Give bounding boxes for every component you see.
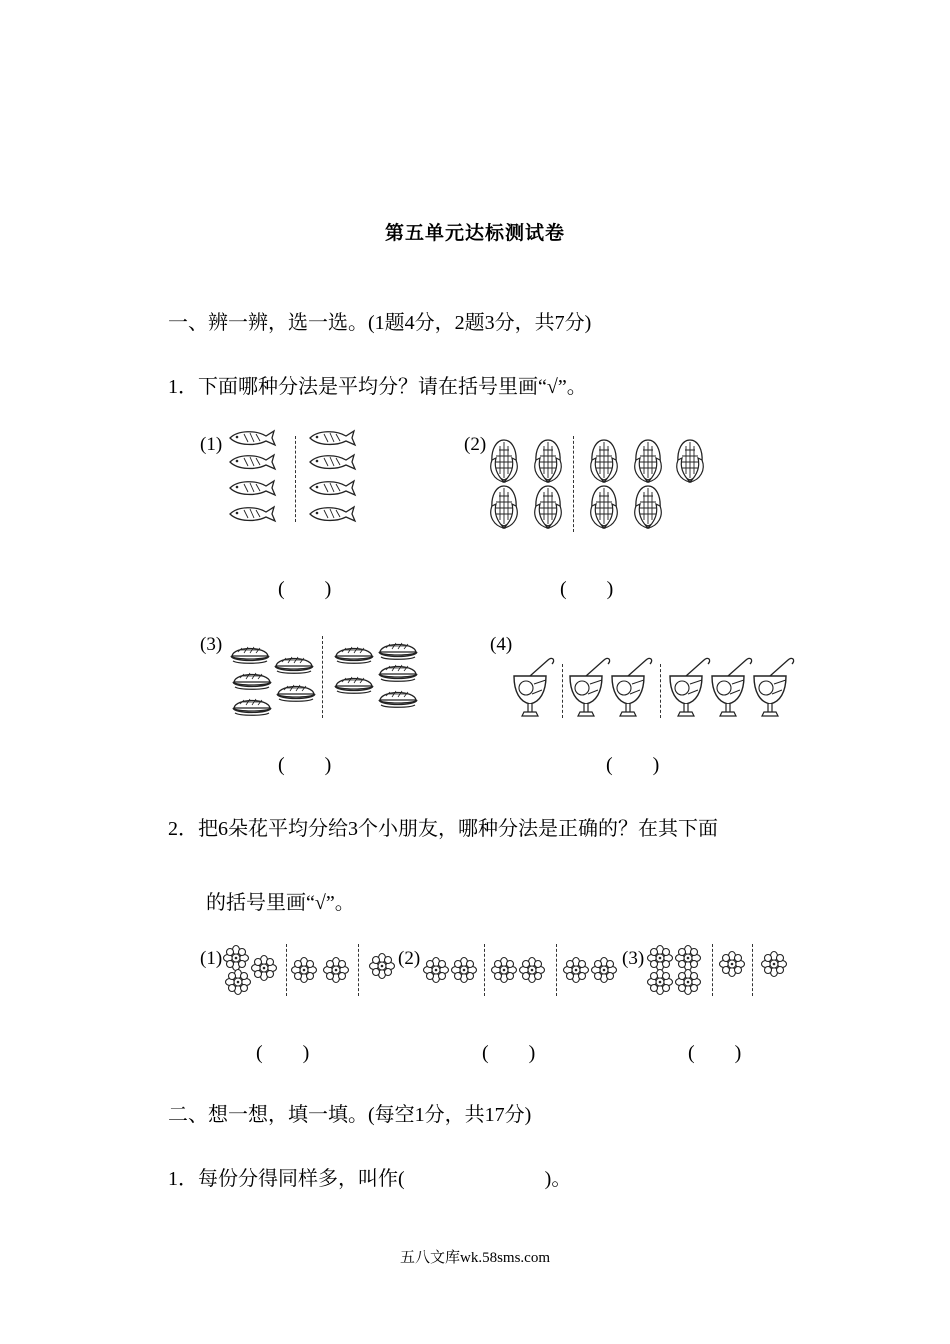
divider xyxy=(712,944,713,996)
q2-item1-answer[interactable]: ( ) xyxy=(256,1042,310,1064)
divider xyxy=(562,664,563,718)
q1-item3-label: (3) xyxy=(200,634,223,655)
divider xyxy=(322,636,323,718)
divider xyxy=(752,944,753,996)
q2-item2-answer[interactable]: ( ) xyxy=(482,1042,536,1064)
q1-item2-answer[interactable]: ( ) xyxy=(560,578,614,600)
q2-item3-label: (3) xyxy=(622,948,645,969)
divider xyxy=(286,944,287,996)
q1-item1-label: (1) xyxy=(200,434,223,455)
section1-heading: 一、辨一辨，选一选。(1题4分，2题3分，共7分) xyxy=(168,312,592,334)
q2-prompt-line1: 2．把6朵花平均分给3个小朋友，哪种分法是正确的？在其下面 xyxy=(168,818,718,840)
divider xyxy=(295,436,296,522)
q2-item1-label: (1) xyxy=(200,948,223,969)
cup-icon xyxy=(512,668,802,724)
divider xyxy=(573,436,574,532)
q1-prompt: 1．下面哪种分法是平均分？请在括号里画“√”。 xyxy=(168,376,587,398)
section2-q1[interactable]: 1．每份分得同样多，叫作( )。 xyxy=(168,1168,572,1190)
divider xyxy=(660,664,661,718)
page-title: 第五单元达标测试卷 xyxy=(384,223,565,244)
flower-icon xyxy=(224,944,794,996)
q1-item1-answer[interactable]: ( ) xyxy=(278,578,332,600)
q1-item4-label: (4) xyxy=(490,634,513,655)
fish-icon xyxy=(226,428,356,538)
divider xyxy=(484,944,485,996)
q1-item3-answer[interactable]: ( ) xyxy=(278,754,332,776)
divider xyxy=(358,944,359,996)
divider xyxy=(556,944,557,996)
q2-item2-label: (2) xyxy=(398,948,421,969)
bun-icon xyxy=(230,638,430,722)
q1-item2-label: (2) xyxy=(464,434,487,455)
q2-prompt-line2: 的括号里画“√”。 xyxy=(206,892,355,914)
q1-item4-answer[interactable]: ( ) xyxy=(606,754,660,776)
q2-item3-answer[interactable]: ( ) xyxy=(688,1042,742,1064)
footer-watermark: 五八文库wk.58sms.com xyxy=(399,1250,550,1266)
corn-icon xyxy=(490,438,710,538)
section2-heading: 二、想一想，填一填。(每空1分，共17分) xyxy=(168,1104,532,1126)
